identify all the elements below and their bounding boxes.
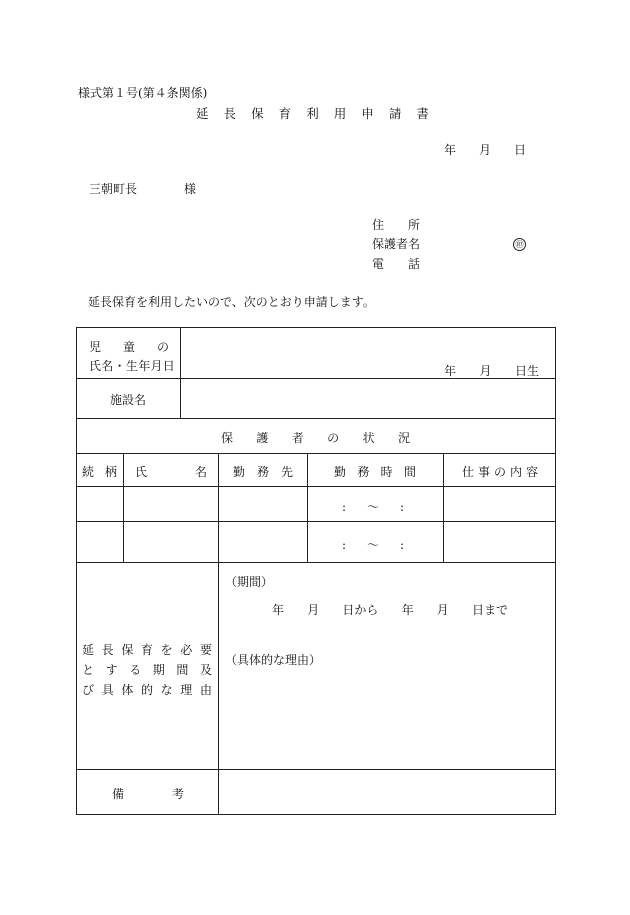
column-header-relation: 続 柄 [82, 465, 117, 479]
reason-label-line3: び 具 体 的 な 理 由 [82, 683, 212, 697]
column-header-job: 仕 事 の 内 容 [462, 465, 538, 479]
period-label: （期間） [225, 575, 274, 589]
specific-reason-label: （具体的な理由） [225, 653, 322, 667]
table-border-right [555, 327, 556, 815]
remarks-label: 備 考 [112, 787, 184, 801]
col-divider [307, 453, 308, 562]
document-title [196, 104, 429, 122]
row-divider [76, 418, 556, 419]
guardian-section-header: 保 護 者 の 状 況 [221, 431, 410, 445]
title-char: 書 [416, 106, 429, 121]
phone-label: 電 話 [372, 257, 420, 271]
month-char: 月 [478, 143, 491, 157]
facility-label: 施設名 [110, 393, 147, 407]
form-number: 様式第１号(第４条関係) [78, 86, 208, 100]
child-label-line1: 児 童 の [89, 340, 169, 354]
guardian-name-label: 保護者名 [372, 237, 421, 251]
table-border-bottom [76, 814, 556, 815]
reason-label-line2: と す る 期 間 及 [82, 663, 212, 677]
day-char: 日 [513, 143, 526, 157]
title-char: 育 [278, 106, 292, 121]
col-divider [180, 327, 181, 418]
row-divider [76, 562, 556, 563]
col-divider [443, 453, 444, 562]
title-char: 延 [196, 106, 209, 121]
title-char: 保 [251, 106, 264, 121]
row-divider [76, 769, 556, 770]
work-time-range: : ～ : [342, 537, 404, 552]
column-header-work-hours: 勤 務 時 間 [334, 465, 416, 479]
addressee-name: 三朝町長 [89, 182, 138, 196]
application-date [444, 141, 526, 158]
col-divider [218, 453, 219, 815]
child-label-line2: 氏名・生年月日 [89, 359, 176, 373]
year-char: 年 [444, 143, 457, 157]
period-range: 年 月 日から 年 月 日まで [272, 603, 508, 617]
title-char: 利 [306, 106, 319, 121]
table-border-left [76, 327, 77, 815]
row-divider [76, 486, 556, 487]
intro-text: 延長保育を利用したいので、次のとおり申請します。 [88, 295, 375, 309]
title-char: 用 [333, 106, 347, 121]
title-char: 長 [223, 106, 237, 121]
work-time-range: : ～ : [342, 499, 404, 514]
row-divider [76, 521, 556, 522]
column-header-name: 氏 名 [135, 465, 207, 479]
seal-icon [513, 236, 526, 251]
title-char: 申 [361, 106, 374, 121]
reason-label-line1: 延 長 保 育 を 必 要 [82, 643, 212, 657]
title-char: 請 [388, 106, 402, 121]
seal-mark: ㊞ [513, 238, 526, 251]
addressee-honorific: 様 [184, 182, 197, 196]
table-border-top [76, 327, 556, 328]
row-divider [76, 453, 556, 454]
column-header-workplace: 勤 務 先 [233, 465, 293, 479]
col-divider [123, 453, 124, 562]
birth-date-chars: 年 月 日生 [444, 364, 539, 378]
address-label: 住 所 [372, 218, 420, 232]
